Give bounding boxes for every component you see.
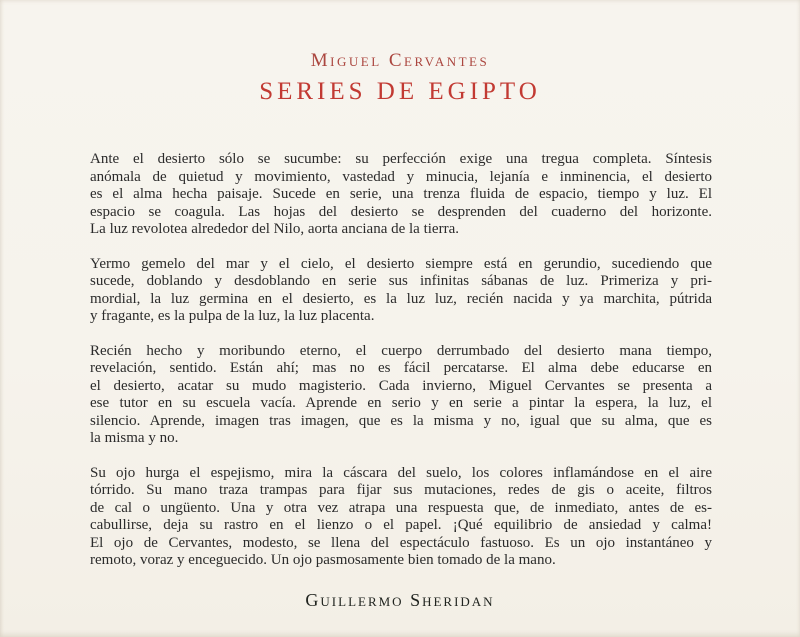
text-line: tórrido. Su mano traza trampas para fijar sus mutaciones, redes de gis o aceite, filtros (90, 482, 712, 498)
paragraph (90, 256, 712, 326)
text-line: La luz revolotea alrededor del Nilo, aorta anciana de la tierra. (90, 221, 459, 237)
text-line: Ante el desierto sólo se sucumbe: su perfección exige una tregua completa. Síntesis (90, 151, 712, 167)
text-line: sucede, doblando y desdoblando en serie sus infinitas sábanas de luz. Primeriza y pri- (90, 273, 712, 289)
text-line: Recién hecho y moribundo eterno, el cuerpo derrumbado del desierto mana tiempo, (90, 342, 712, 359)
text-line: cabullirse, deja su rastro en el lienzo o el papel. ¡Qué equilibrio de ansiedad y calma! (90, 517, 712, 533)
text-line: de cal o ungüento. Una y otra vez atrapa una respuesta que, de inmediato, antes de es- (90, 499, 712, 516)
text-line: El ojo de Cervantes, modesto, se llena del espectáculo fastuoso. Es un ojo instantáneo y (90, 534, 712, 551)
text-line: anómala de quietud y movimiento, vastedad y minucia, lejanía e inminencia, el desierto (90, 168, 712, 185)
author-name: Miguel Cervantes (310, 50, 490, 71)
text-line: Su ojo hurga el espejismo, mira la cáscara del suelo, los colores inflamándose en el aire (90, 464, 712, 481)
text-line: y fragante, es la pulpa de la luz, la luz placenta. (90, 308, 375, 324)
page-title: SERIES DE EGIPTO (259, 78, 541, 105)
text-line: silencio. Aprende, imagen tras imagen, que es la misma y no, igual que su alma, que es (90, 412, 712, 429)
text-line: es el alma hecha paisaje. Sucede en serie, una trenza fluida de espacio, tiempo y luz. El (90, 186, 712, 202)
page-header (0, 50, 800, 107)
paragraph (90, 465, 712, 570)
text-line: espacio se coagula. Las hojas del desierto se desprenden del cuaderno del horizonte. (90, 203, 712, 220)
text-line: revelación, sentido. Están ahí; mas no es fácil percatarse. El alma debe educarse en (90, 360, 712, 376)
text-line: mordial, la luz germina en el desierto, es la luz luz, recién nacida y ya marchita, pútrida (90, 290, 712, 307)
text-line: el desierto, acatar su mudo magisterio. Cada invierno, Miguel Cervantes se presenta a (90, 377, 712, 394)
text-line: ese tutor en su escuela vacía. Aprende en serio y en serie a pintar la espera, la luz, el (90, 395, 712, 411)
text-line: Yermo gemelo del mar y el cielo, el desierto siempre está en gerundio, sucediendo que (90, 255, 712, 272)
paragraph (90, 343, 712, 448)
text-line: la misma y no. (90, 430, 179, 446)
body-text (90, 151, 712, 587)
byline-author: Guillermo Sheridan (305, 590, 495, 610)
text-line: remoto, voraz y enceguecido. Un ojo pasmosamente bien tomado de la mano. (90, 552, 556, 568)
paragraph (90, 151, 712, 239)
